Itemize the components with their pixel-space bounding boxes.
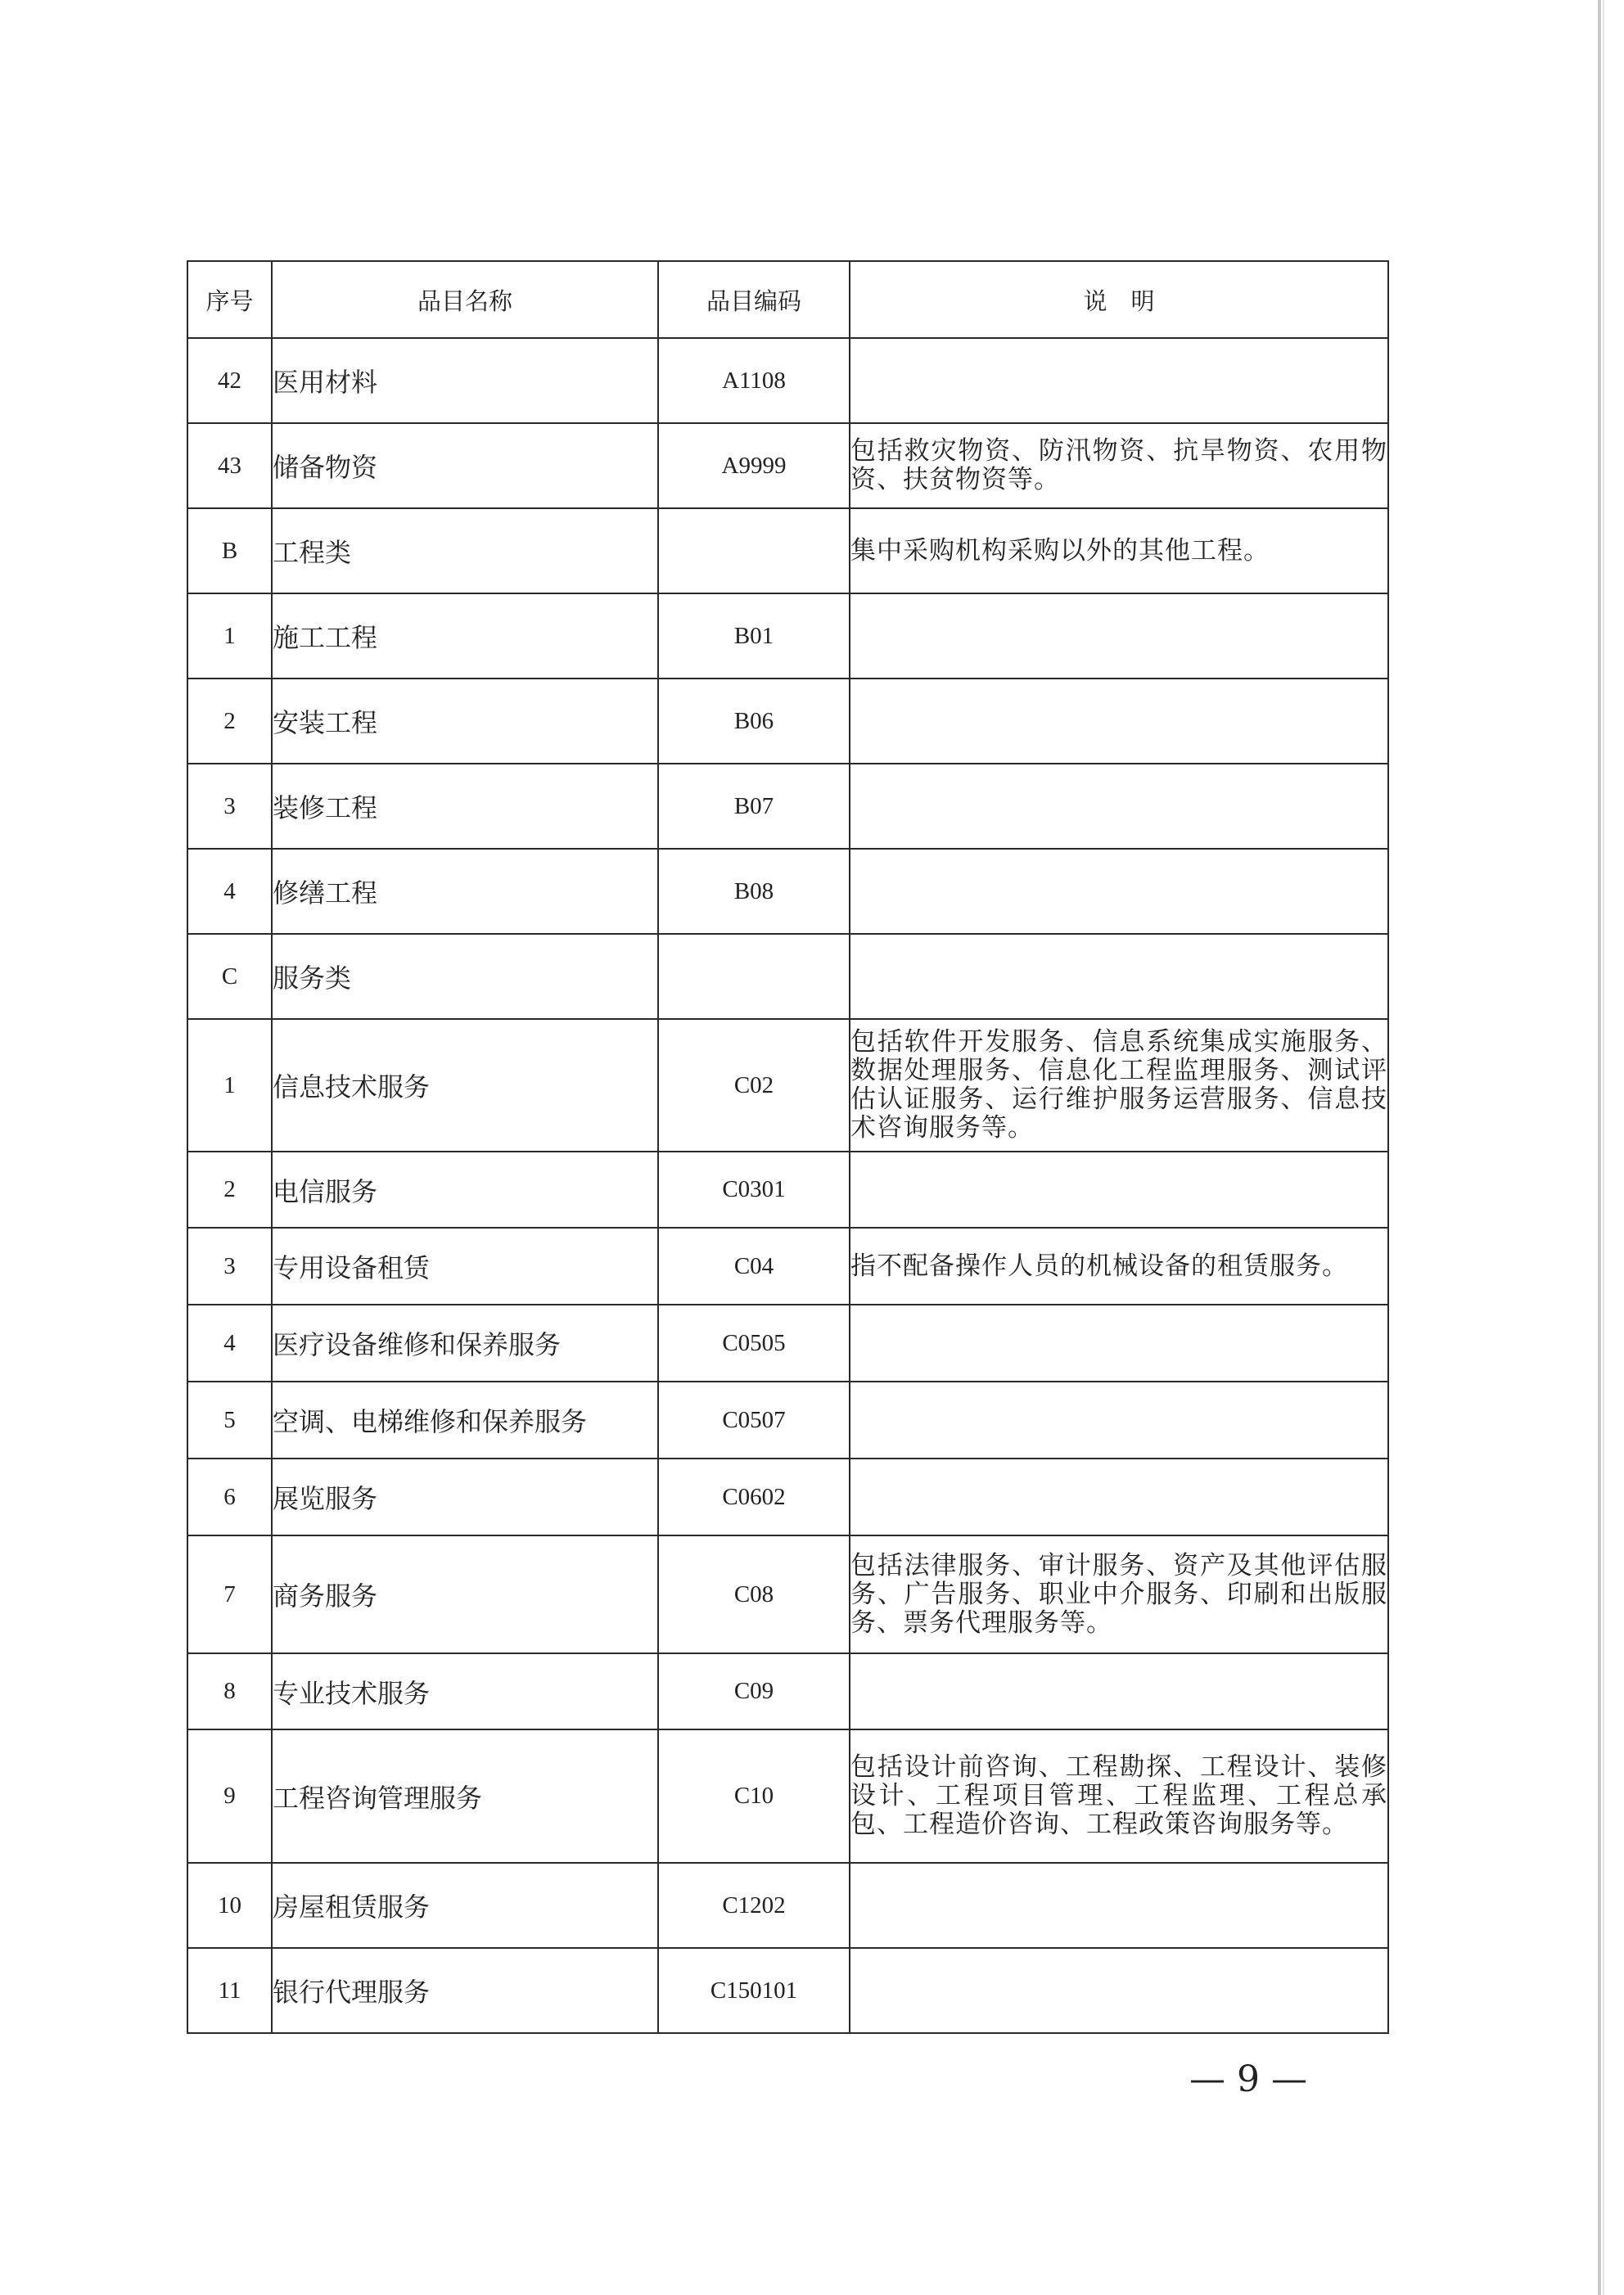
serial-number-cell: 7 <box>187 1535 272 1653</box>
header-item-name: 品目名称 <box>272 261 658 338</box>
description-cell <box>850 1653 1388 1729</box>
item-code-cell: C10 <box>658 1729 850 1863</box>
item-code-cell: C0301 <box>658 1152 850 1228</box>
serial-number-cell: 8 <box>187 1653 272 1729</box>
item-name-cell: 房屋租赁服务 <box>272 1863 658 1948</box>
description-cell <box>850 1305 1388 1382</box>
item-name-cell: 服务类 <box>272 934 658 1019</box>
item-name-cell: 工程咨询管理服务 <box>272 1729 658 1863</box>
header-item-code: 品目编码 <box>658 261 850 338</box>
table-row <box>187 1653 1388 1729</box>
table-row <box>187 508 1388 593</box>
serial-number-cell: 3 <box>187 1228 272 1305</box>
table-row <box>187 1305 1388 1382</box>
item-name-cell: 信息技术服务 <box>272 1019 658 1152</box>
item-code-cell: C02 <box>658 1019 850 1152</box>
serial-number-cell: 6 <box>187 1459 272 1535</box>
table-row <box>187 1019 1388 1152</box>
description-cell: 包括救灾物资、防汛物资、抗旱物资、农用物资、扶贫物资等。 <box>850 423 1388 508</box>
serial-number-cell: 42 <box>187 338 272 423</box>
table-row <box>187 1459 1388 1535</box>
description-cell <box>850 1152 1388 1228</box>
table-row <box>187 679 1388 764</box>
description-cell <box>850 593 1388 679</box>
serial-number-cell: 1 <box>187 593 272 679</box>
serial-number-cell: 9 <box>187 1729 272 1863</box>
item-code-cell: C08 <box>658 1535 850 1653</box>
serial-number-cell: C <box>187 934 272 1019</box>
scan-edge-line-secondary <box>1603 0 1604 2295</box>
description-cell <box>850 849 1388 934</box>
serial-number-cell: 2 <box>187 1152 272 1228</box>
table-row <box>187 338 1388 423</box>
item-name-cell: 安装工程 <box>272 679 658 764</box>
item-name-cell: 医用材料 <box>272 338 658 423</box>
item-code-cell: C150101 <box>658 1948 850 2033</box>
item-code-cell: C1202 <box>658 1863 850 1948</box>
serial-number-cell: 4 <box>187 1305 272 1382</box>
table-row <box>187 1228 1388 1305</box>
description-cell <box>850 338 1388 423</box>
serial-number-cell: 43 <box>187 423 272 508</box>
item-code-cell: B07 <box>658 764 850 849</box>
item-code-cell: B06 <box>658 679 850 764</box>
item-code-cell <box>658 934 850 1019</box>
item-code-cell: B01 <box>658 593 850 679</box>
serial-number-cell: B <box>187 508 272 593</box>
description-cell: 包括设计前咨询、工程勘探、工程设计、装修设计、工程项目管理、工程监理、工程总承包、工程造价咨询、工程政策咨询服务等。 <box>850 1729 1388 1863</box>
item-name-cell: 工程类 <box>272 508 658 593</box>
item-name-cell: 医疗设备维修和保养服务 <box>272 1305 658 1382</box>
serial-number-cell: 2 <box>187 679 272 764</box>
serial-number-cell: 5 <box>187 1382 272 1459</box>
item-name-cell: 空调、电梯维修和保养服务 <box>272 1382 658 1459</box>
item-name-cell: 专业技术服务 <box>272 1653 658 1729</box>
table-row <box>187 1382 1388 1459</box>
table-row <box>187 934 1388 1019</box>
table-row <box>187 1729 1388 1863</box>
table-row <box>187 1863 1388 1948</box>
item-code-cell: B08 <box>658 849 850 934</box>
description-cell: 集中采购机构采购以外的其他工程。 <box>850 508 1388 593</box>
description-cell <box>850 1863 1388 1948</box>
description-cell <box>850 679 1388 764</box>
description-cell: 包括法律服务、审计服务、资产及其他评估服务、广告服务、职业中介服务、印刷和出版服务、票务代理服务等。 <box>850 1535 1388 1653</box>
serial-number-cell: 10 <box>187 1863 272 1948</box>
item-name-cell: 储备物资 <box>272 423 658 508</box>
table-row <box>187 764 1388 849</box>
item-code-cell: A1108 <box>658 338 850 423</box>
item-code-cell: C0602 <box>658 1459 850 1535</box>
table-row <box>187 849 1388 934</box>
serial-number-cell: 11 <box>187 1948 272 2033</box>
item-name-cell: 银行代理服务 <box>272 1948 658 2033</box>
item-code-cell: C09 <box>658 1653 850 1729</box>
item-code-cell: A9999 <box>658 423 850 508</box>
header-description: 说 明 <box>850 261 1388 338</box>
item-code-cell: C04 <box>658 1228 850 1305</box>
table-row <box>187 1152 1388 1228</box>
item-code-cell: C0505 <box>658 1305 850 1382</box>
procurement-catalog-table <box>187 260 1389 2034</box>
description-cell: 包括软件开发服务、信息系统集成实施服务、数据处理服务、信息化工程监理服务、测试评估认证服务、运行维护服务运营服务、信息技术咨询服务等。 <box>850 1019 1388 1152</box>
description-cell <box>850 1948 1388 2033</box>
item-code-cell <box>658 508 850 593</box>
item-name-cell: 装修工程 <box>272 764 658 849</box>
item-name-cell: 修缮工程 <box>272 849 658 934</box>
item-name-cell: 展览服务 <box>272 1459 658 1535</box>
description-cell <box>850 1382 1388 1459</box>
table-row <box>187 593 1388 679</box>
description-cell <box>850 764 1388 849</box>
description-cell: 指不配备操作人员的机械设备的租赁服务。 <box>850 1228 1388 1305</box>
scan-edge-line <box>1598 0 1601 2295</box>
serial-number-cell: 1 <box>187 1019 272 1152</box>
serial-number-cell: 4 <box>187 849 272 934</box>
page-number: — 9 — <box>1189 2058 1307 2100</box>
item-name-cell: 商务服务 <box>272 1535 658 1653</box>
table-row <box>187 1535 1388 1653</box>
header-serial-number: 序号 <box>187 261 272 338</box>
table-header-row <box>187 261 1388 338</box>
item-name-cell: 施工工程 <box>272 593 658 679</box>
serial-number-cell: 3 <box>187 764 272 849</box>
item-name-cell: 专用设备租赁 <box>272 1228 658 1305</box>
item-name-cell: 电信服务 <box>272 1152 658 1228</box>
description-cell <box>850 934 1388 1019</box>
table-row <box>187 1948 1388 2033</box>
item-code-cell: C0507 <box>658 1382 850 1459</box>
table-row <box>187 423 1388 508</box>
description-cell <box>850 1459 1388 1535</box>
